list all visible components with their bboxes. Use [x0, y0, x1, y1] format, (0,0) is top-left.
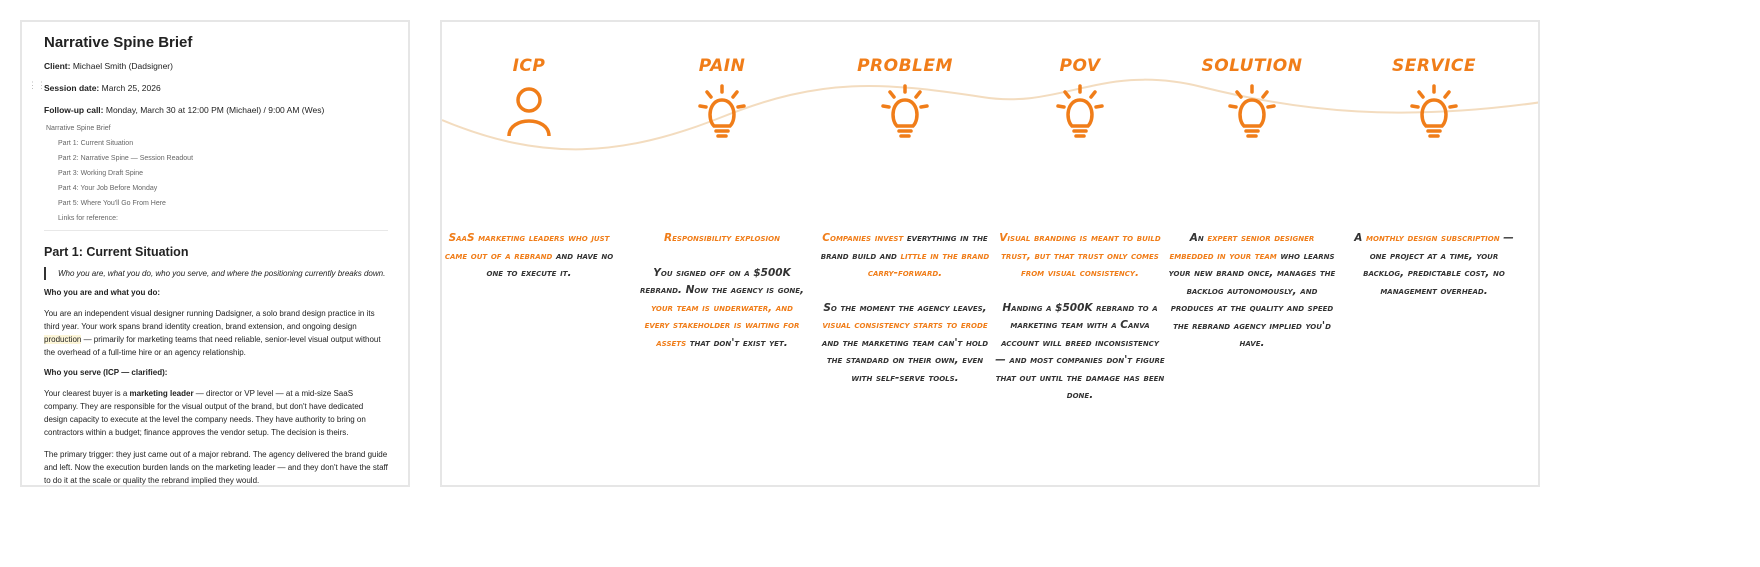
wave-line — [442, 22, 1540, 222]
column-body — [820, 230, 990, 404]
subheading: Who you are and what you do: — [44, 288, 160, 297]
column-paragraph — [1167, 230, 1337, 353]
highlight-text: visual consistency starts to erode — [822, 319, 988, 331]
column-title: SERVICE — [1391, 56, 1477, 76]
highlight-text: expert senior designer embedded in your team — [1169, 232, 1315, 262]
toc-link[interactable]: Part 4: Your Job Before Monday — [58, 185, 158, 192]
column-title: PAIN — [698, 56, 746, 76]
toc-link[interactable]: Part 2: Narrative Spine — Session Readout — [58, 155, 194, 162]
highlight-text: Visual branding is meant to build trust, but that trust only comes from visual consistency. — [999, 232, 1161, 279]
text: Your clearest buyer is a — [44, 389, 130, 398]
table-of-contents — [46, 125, 388, 222]
drag-handle-icon[interactable]: ⋮⋮ — [28, 80, 46, 90]
highlight-text: your team is underwater, and every stakeholder is waiting for assets — [644, 301, 800, 349]
session-line — [44, 83, 388, 93]
column-body — [444, 230, 614, 300]
paragraph — [44, 307, 388, 359]
column-paragraph — [820, 230, 990, 283]
lightbulb-icon — [1409, 84, 1459, 140]
highlight-text: monthly design subscription — [1366, 232, 1500, 244]
followup-label: Follow-up call: — [44, 105, 104, 115]
column-paragraph — [637, 265, 807, 353]
lightbulb-icon — [880, 84, 930, 140]
bold-text: marketing leader — [129, 389, 194, 398]
column-paragraph — [820, 300, 990, 388]
toc-link[interactable]: Part 3: Working Draft Spine — [58, 170, 144, 177]
blockquote: Who you are, what you do, who you serve, and where the positioning currently breaks down. — [44, 267, 388, 280]
body-text: everything in the brand build and — [820, 232, 988, 262]
client-line — [44, 61, 388, 71]
column-body — [637, 230, 807, 369]
column-body — [1349, 230, 1519, 317]
body-text: and have no one to execute it. — [486, 249, 614, 279]
followup-line — [44, 105, 388, 115]
column-title: POV — [1059, 56, 1101, 76]
highlight-text: Responsibility explosion — [664, 232, 780, 244]
text: — primarily for marketing teams that need reliable, senior-level visual output without the overhead of a full-time hire or an agency relationship. — [44, 335, 381, 357]
body-text: A — [1354, 232, 1367, 244]
column-paragraph — [637, 230, 807, 248]
person-icon — [504, 84, 554, 140]
lightbulb-icon — [1227, 84, 1277, 140]
toc-link[interactable]: Links for reference: — [58, 215, 118, 222]
toc-link[interactable]: Narrative Spine Brief — [46, 125, 111, 132]
body-text: and the marketing team can't hold the standard on their own, even with self-serve tools. — [821, 336, 989, 384]
column-title: ICP — [512, 56, 546, 76]
highlight-text: SaaS marketing leaders who just came out of a rebrand — [444, 232, 610, 262]
column-body — [995, 230, 1165, 422]
body-text: — one project at a time, your backlog, predictable cost, no management overhead. — [1363, 232, 1514, 297]
column-paragraph — [995, 300, 1165, 405]
highlight-text: Companies invest — [822, 232, 904, 244]
client-label: Client: — [44, 61, 71, 71]
narrative-spine-board — [440, 20, 1540, 487]
toc-link[interactable]: Part 5: Where You'll Go From Here — [58, 200, 166, 207]
body-text: Handing a $500K rebrand to a marketing team with a Canva account will breed inconsistency — and most companies don't figure that out until the damage has been done. — [995, 301, 1165, 401]
subheading: Who you serve (ICP — clarified): — [44, 368, 168, 377]
body-text: An — [1189, 232, 1208, 244]
followup-value: Monday, March 30 at 12:00 PM (Michael) / 9:00 AM (Wes) — [105, 105, 325, 115]
column-title: SOLUTION — [1201, 56, 1303, 76]
text: — director or VP level — at a mid-size SaaS company. They are responsible for the visual output of the brand, but don't have dedicated design capacity to execute at the level the company needs. They have authority to bring on contractors within a budget; finance approves the vendor setup. The decision is theirs. — [44, 389, 366, 437]
column-paragraph — [995, 230, 1165, 283]
body-text: that don't exist yet. — [686, 336, 788, 349]
column-body — [1167, 230, 1337, 370]
page-title: Narrative Spine Brief — [44, 34, 193, 51]
column-paragraph — [444, 230, 614, 283]
text: You are an independent visual designer running Dadsigner, a solo brand design practice in its third year. Your work spans brand identity creation, brand extension, and ongoing design — [44, 309, 375, 331]
lightbulb-icon — [1055, 84, 1105, 140]
section-heading: Part 1: Current Situation — [44, 245, 189, 259]
paragraph: The primary trigger: they just came out of a major rebrand. The agency delivered the brand guide and left. Now the execution burden lands on the marketing leader — and they don't have the staff to do it at the scale or quality the rebrand implied they would. — [44, 450, 388, 485]
body-text: So the moment the agency leaves, — [823, 301, 987, 314]
toc-link[interactable]: Part 1: Current Situation — [58, 140, 134, 147]
column-title: PROBLEM — [857, 56, 953, 76]
session-label: Session date: — [44, 83, 100, 93]
body-text: who learns your new brand once, manages the backlog autonomously, and produces at the quality and speed the rebrand agency implied you'd have. — [1168, 249, 1336, 349]
lightbulb-icon — [697, 84, 747, 140]
client-value: Michael Smith (Dadsigner) — [72, 61, 173, 71]
highlighted-text: production — [44, 335, 82, 344]
body-text: You signed off on a $500K rebrand. Now the agency is gone, — [639, 266, 805, 296]
column-paragraph — [1349, 230, 1519, 300]
divider — [44, 230, 388, 231]
paragraph — [44, 387, 388, 439]
session-value: March 25, 2026 — [101, 83, 161, 93]
document-panel — [20, 20, 410, 487]
highlight-text: little in the brand carry-forward. — [867, 249, 990, 279]
